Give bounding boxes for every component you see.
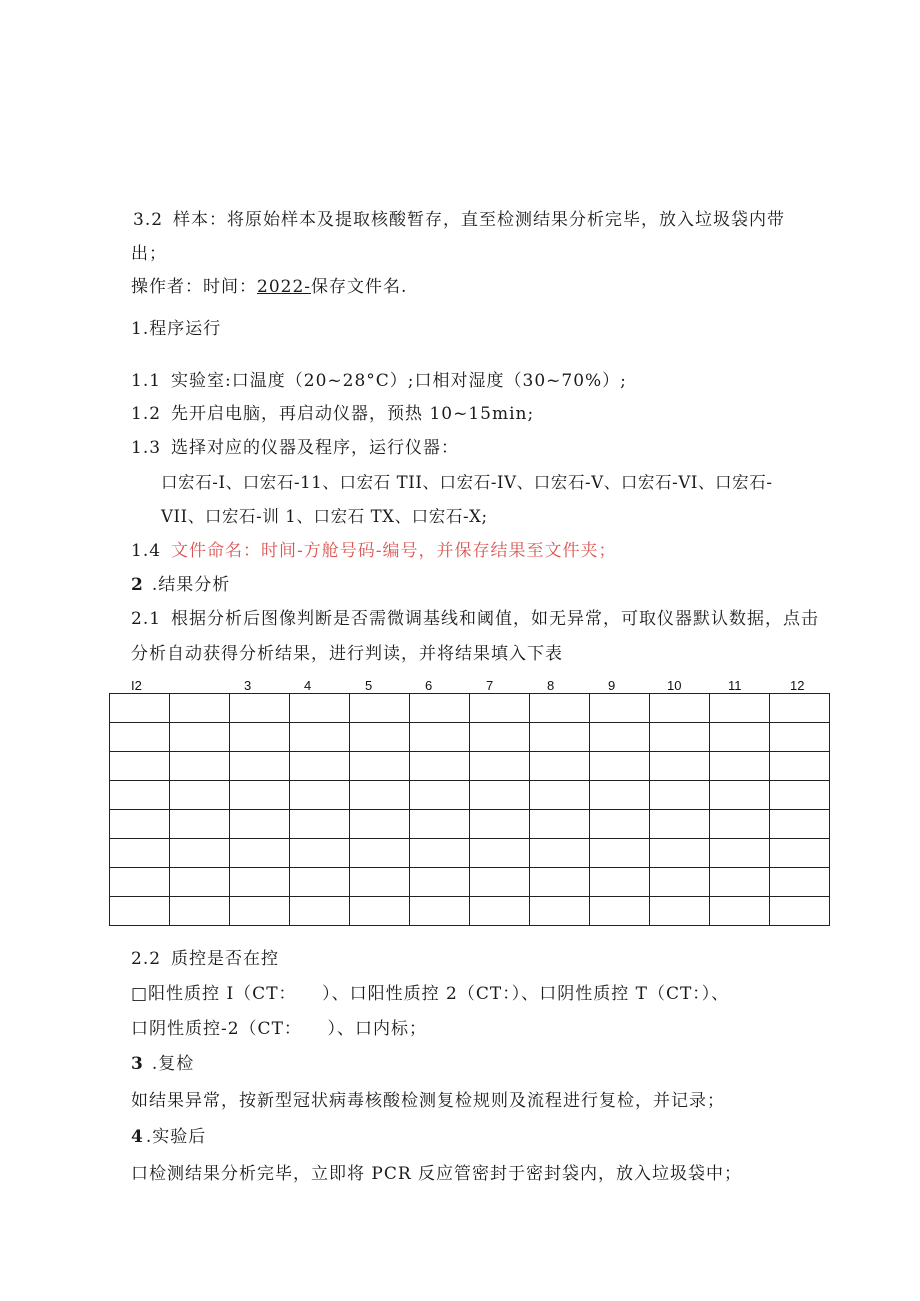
item-1-2 — [131, 403, 534, 425]
table-cell — [770, 839, 830, 868]
section-1-heading: 1.程序运行 — [131, 319, 222, 339]
table-cell — [290, 752, 350, 781]
operator-line — [131, 276, 407, 298]
table-cell — [350, 694, 410, 723]
table-cell — [410, 781, 470, 810]
section-3-2-line2: 出； — [131, 244, 167, 264]
operator-suffix: 保存文件名. — [311, 277, 408, 297]
table-cell — [110, 781, 170, 810]
table-cell — [470, 723, 530, 752]
section-text: 样本：将原始样本及提取核酸暂存，直至检测结果分析完毕，放入垃圾袋内带 — [173, 210, 786, 230]
item-number: 1.4 — [131, 541, 162, 561]
table-cell — [230, 781, 290, 810]
column-header: 6 — [425, 678, 433, 693]
section-4-text: 口检测结果分析完毕，立即将 PCR 反应管密封于密封袋内，放入垃圾袋中； — [131, 1164, 743, 1184]
section-3-2-line1 — [133, 209, 785, 231]
table-row — [110, 810, 830, 839]
column-header: 8 — [547, 678, 555, 693]
table-row — [110, 868, 830, 897]
table-cell — [650, 723, 710, 752]
table-cell — [470, 752, 530, 781]
table-cell — [770, 781, 830, 810]
table-cell — [230, 723, 290, 752]
table-cell — [110, 694, 170, 723]
table-cell — [290, 897, 350, 926]
table-row — [110, 723, 830, 752]
table-cell — [650, 694, 710, 723]
table-cell — [170, 839, 230, 868]
table-cell — [650, 839, 710, 868]
table-cell — [290, 694, 350, 723]
table-cell — [470, 781, 530, 810]
table-cell — [410, 810, 470, 839]
item-2-1-line1 — [131, 608, 819, 630]
table-cell — [290, 868, 350, 897]
heading-number: 4 — [131, 1127, 144, 1147]
table-cell — [590, 694, 650, 723]
table-cell — [710, 752, 770, 781]
item-number: 1.3 — [131, 438, 162, 458]
table-row — [110, 897, 830, 926]
table-cell — [710, 694, 770, 723]
item-number: 1.2 — [131, 404, 162, 424]
table-cell — [590, 810, 650, 839]
column-header: 11 — [728, 678, 742, 693]
table-cell — [170, 781, 230, 810]
table-row — [110, 839, 830, 868]
qc-line1: □阳性质控 I（CT： ）、口阳性质控 2（CT：）、口阴性质控 T（CT：）、 — [131, 984, 730, 1004]
table-cell — [650, 752, 710, 781]
table-cell — [170, 723, 230, 752]
table-cell — [710, 781, 770, 810]
heading-text: .结果分析 — [151, 575, 231, 595]
item-2-2 — [131, 948, 279, 970]
table-cell — [110, 868, 170, 897]
table-cell — [230, 810, 290, 839]
table-cell — [410, 752, 470, 781]
operator-year: 2022- — [257, 277, 312, 297]
section-3-text: 如结果异常，按新型冠状病毒核酸检测复检规则及流程进行复检，并记录； — [131, 1091, 725, 1111]
table-cell — [530, 723, 590, 752]
heading-text: .实验后 — [145, 1127, 207, 1147]
table-cell — [650, 810, 710, 839]
heading-number: 2 — [131, 575, 144, 595]
table-row — [110, 752, 830, 781]
table-cell — [110, 810, 170, 839]
table-cell — [590, 752, 650, 781]
table-cell — [290, 781, 350, 810]
item-text: 质控是否在控 — [171, 949, 280, 969]
instruments-line1: 口宏石-I、口宏石-11、口宏石 TII、口宏石-IV、口宏石-V、口宏石-VI、口宏石- — [161, 473, 773, 492]
table-cell — [110, 723, 170, 752]
table-cell — [770, 897, 830, 926]
results-table — [109, 693, 830, 926]
table-cell — [410, 839, 470, 868]
operator-prefix: 操作者：时间： — [131, 277, 257, 297]
heading-number: 3 — [131, 1054, 144, 1074]
section-4-heading — [131, 1126, 206, 1148]
table-cell — [710, 897, 770, 926]
table-cell — [470, 897, 530, 926]
item-text: 根据分析后图像判断是否需微调基线和阈值，如无异常，可取仪器默认数据，点击 — [171, 609, 820, 629]
qc-line2: 口阴性质控-2（CT： ）、口内标； — [131, 1019, 428, 1039]
table-cell — [410, 723, 470, 752]
column-header: 10 — [667, 678, 682, 693]
table-cell — [530, 781, 590, 810]
table-cell — [350, 752, 410, 781]
table-cell — [710, 723, 770, 752]
table-cell — [170, 752, 230, 781]
table-cell — [770, 723, 830, 752]
table-cell — [170, 897, 230, 926]
table-cell — [350, 781, 410, 810]
item-number: 2.1 — [131, 609, 162, 629]
column-header: I2 — [131, 678, 142, 693]
table-cell — [710, 810, 770, 839]
item-text-highlight: 文件命名：时间-方舱号码-编号，并保存结果至文件夹； — [171, 541, 617, 561]
column-header: 3 — [244, 678, 252, 693]
column-header: 4 — [304, 678, 312, 693]
table-cell — [470, 810, 530, 839]
table-cell — [530, 839, 590, 868]
item-2-1-line2: 分析自动获得分析结果，进行判读，并将结果填入下表 — [131, 644, 563, 664]
table-cell — [590, 897, 650, 926]
table-cell — [530, 897, 590, 926]
table-cell — [110, 897, 170, 926]
table-cell — [470, 839, 530, 868]
table-cell — [110, 752, 170, 781]
table-cell — [170, 868, 230, 897]
table-cell — [770, 752, 830, 781]
table-cell — [650, 868, 710, 897]
table-cell — [590, 839, 650, 868]
table-cell — [170, 810, 230, 839]
table-cell — [230, 752, 290, 781]
table-cell — [290, 810, 350, 839]
table-cell — [350, 723, 410, 752]
table-row — [110, 694, 830, 723]
table-cell — [350, 897, 410, 926]
table-cell — [530, 868, 590, 897]
table-cell — [350, 810, 410, 839]
item-number: 2.2 — [131, 949, 162, 969]
table-cell — [650, 897, 710, 926]
table-cell — [410, 897, 470, 926]
table-cell — [410, 868, 470, 897]
table-cell — [530, 752, 590, 781]
table-cell — [530, 694, 590, 723]
table-cell — [770, 694, 830, 723]
table-cell — [230, 839, 290, 868]
table-cell — [290, 839, 350, 868]
table-cell — [650, 781, 710, 810]
table-cell — [710, 839, 770, 868]
table-cell — [470, 868, 530, 897]
table-cell — [170, 694, 230, 723]
table-cell — [470, 694, 530, 723]
table-cell — [230, 694, 290, 723]
table-cell — [350, 839, 410, 868]
table-cell — [590, 781, 650, 810]
section-number: 3.2 — [133, 210, 164, 230]
table-cell — [230, 897, 290, 926]
column-header: 12 — [790, 678, 805, 693]
section-2-heading — [131, 574, 230, 596]
table-row — [110, 781, 830, 810]
table-cell — [530, 810, 590, 839]
item-1-1 — [131, 370, 627, 392]
item-text: 选择对应的仪器及程序，运行仪器： — [171, 438, 460, 458]
item-1-4 — [131, 540, 617, 562]
table-cell — [590, 723, 650, 752]
table-cell — [770, 810, 830, 839]
table-cell — [350, 868, 410, 897]
table-cell — [710, 868, 770, 897]
table-cell — [110, 839, 170, 868]
column-header: 5 — [365, 678, 373, 693]
table-cell — [290, 723, 350, 752]
item-text: 实验室:口温度（20~28°C）;口相对湿度（30~70%）; — [171, 371, 627, 391]
heading-text: .复检 — [151, 1054, 195, 1074]
table-cell — [230, 868, 290, 897]
column-header: 9 — [608, 678, 616, 693]
section-3-heading — [131, 1053, 194, 1075]
table-cell — [770, 868, 830, 897]
instruments-line2: VII、口宏石-训 1、口宏石 TX、口宏石-X; — [161, 507, 488, 526]
item-1-3 — [131, 437, 459, 459]
table-cell — [410, 694, 470, 723]
item-number: 1.1 — [131, 371, 162, 391]
item-text: 先开启电脑，再启动仪器，预热 10~15min; — [171, 404, 535, 424]
table-cell — [590, 868, 650, 897]
column-header: 7 — [486, 678, 494, 693]
